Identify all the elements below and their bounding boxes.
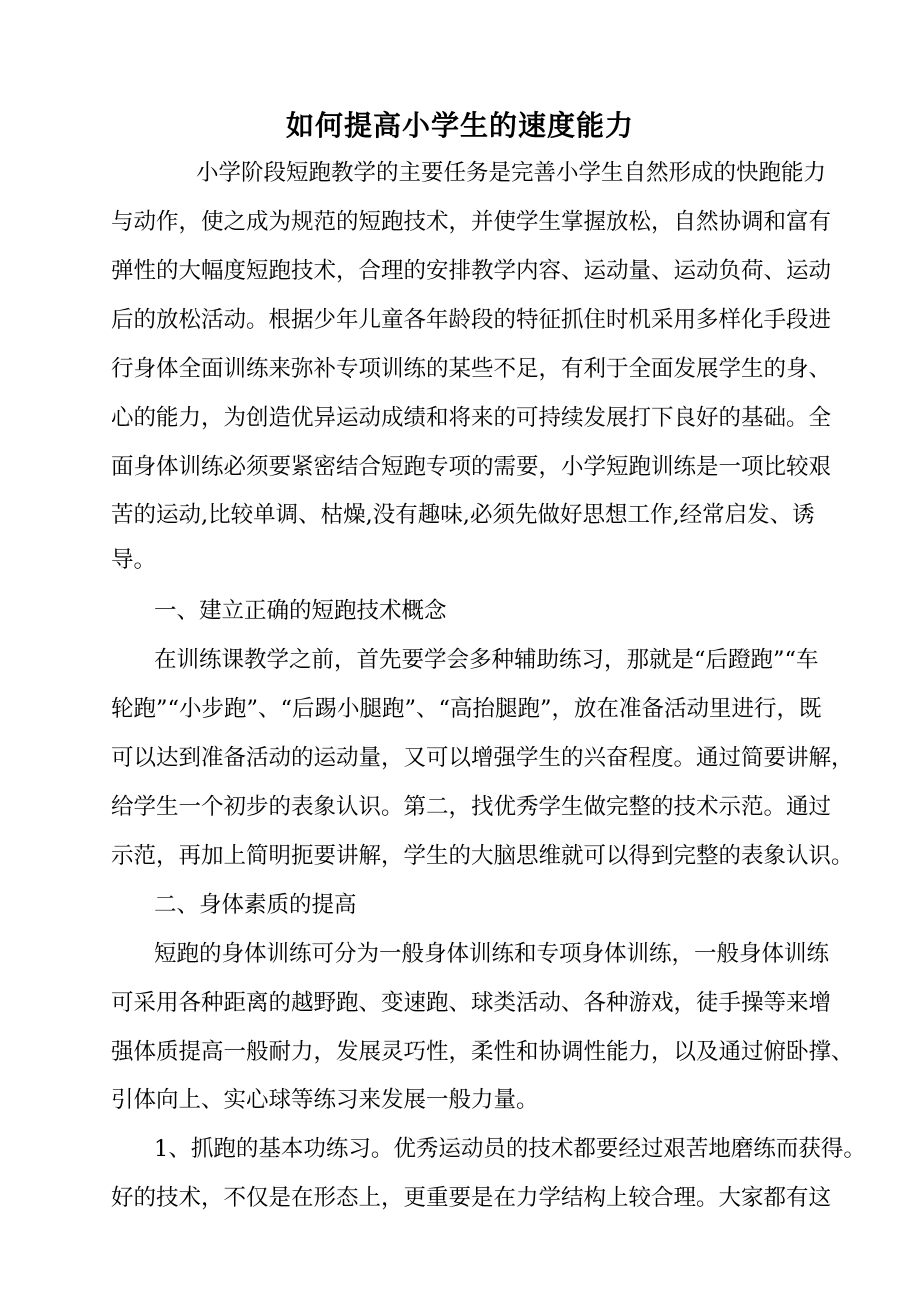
paragraph-line: 示范，再加上简明扼要讲解，学生的大脑思维就可以得到完整的表象认识。 — [111, 843, 854, 869]
section-heading: 二、身体素质的提高 — [154, 892, 357, 918]
paragraph-line: 苦的运动,比较单调、枯燥,没有趣味,必须先做好思想工作,经常启发、诱 — [111, 502, 815, 528]
paragraph-line: 可以达到准备活动的运动量，又可以增强学生的兴奋程度。通过简要讲解， — [111, 745, 854, 771]
paragraph-line: 在训练课教学之前，首先要学会多种辅助练习，那就是“后蹬跑”“车 — [154, 647, 819, 673]
paragraph-line: 轮跑”“小步跑”、“后踢小腿跑”、“高抬腿跑”，放在准备活动里进行，既 — [111, 696, 822, 722]
paragraph-line: 引体向上、实心球等练习来发展一般力量。 — [111, 1087, 539, 1113]
paragraph-line: 弹性的大幅度短跑技术，合理的安排教学内容、运动量、运动负荷、运动 — [111, 258, 832, 284]
paragraph-line: 小学阶段短跑教学的主要任务是完善小学生自然形成的快跑能力 — [196, 160, 827, 186]
paragraph-line: 面身体训练必须要紧密结合短跑专项的需要，小学短跑训练是一项比较艰 — [111, 454, 832, 480]
paragraph-line: 短跑的身体训练可分为一般身体训练和专项身体训练，一般身体训练 — [154, 941, 830, 967]
paragraph-line: 后的放松活动。根据少年儿童各年龄段的特征抓住时机采用多样化手段进 — [111, 307, 832, 333]
paragraph-line: 1、抓跑的基本功练习。优秀运动员的技术都要经过艰苦地磨练而获得。 — [154, 1136, 866, 1162]
paragraph-line: 导。 — [111, 547, 157, 573]
paragraph-line: 可采用各种距离的越野跑、变速跑、球类活动、各种游戏，徒手操等来增 — [111, 990, 832, 1016]
paragraph-line: 与动作，使之成为规范的短跑技术，并使学生掌握放松，自然协调和富有 — [111, 209, 832, 235]
paragraph-line: 强体质提高一般耐力，发展灵巧性，柔性和协调性能力，以及通过俯卧撑、 — [111, 1039, 854, 1065]
document-title: 如何提高小学生的速度能力 — [285, 109, 634, 142]
section-heading: 一、建立正确的短跑技术概念 — [154, 598, 447, 624]
paragraph-line: 心的能力，为创造优异运动成绩和将来的可持续发展打下良好的基础。全 — [111, 405, 832, 431]
paragraph-line: 给学生一个初步的表象认识。第二，找优秀学生做完整的技术示范。通过 — [111, 794, 832, 820]
paragraph-line: 好的技术，不仅是在形态上，更重要是在力学结构上较合理。大家都有这 — [111, 1185, 832, 1211]
paragraph-line: 行身体全面训练来弥补专项训练的某些不足，有利于全面发展学生的身、 — [111, 356, 832, 382]
